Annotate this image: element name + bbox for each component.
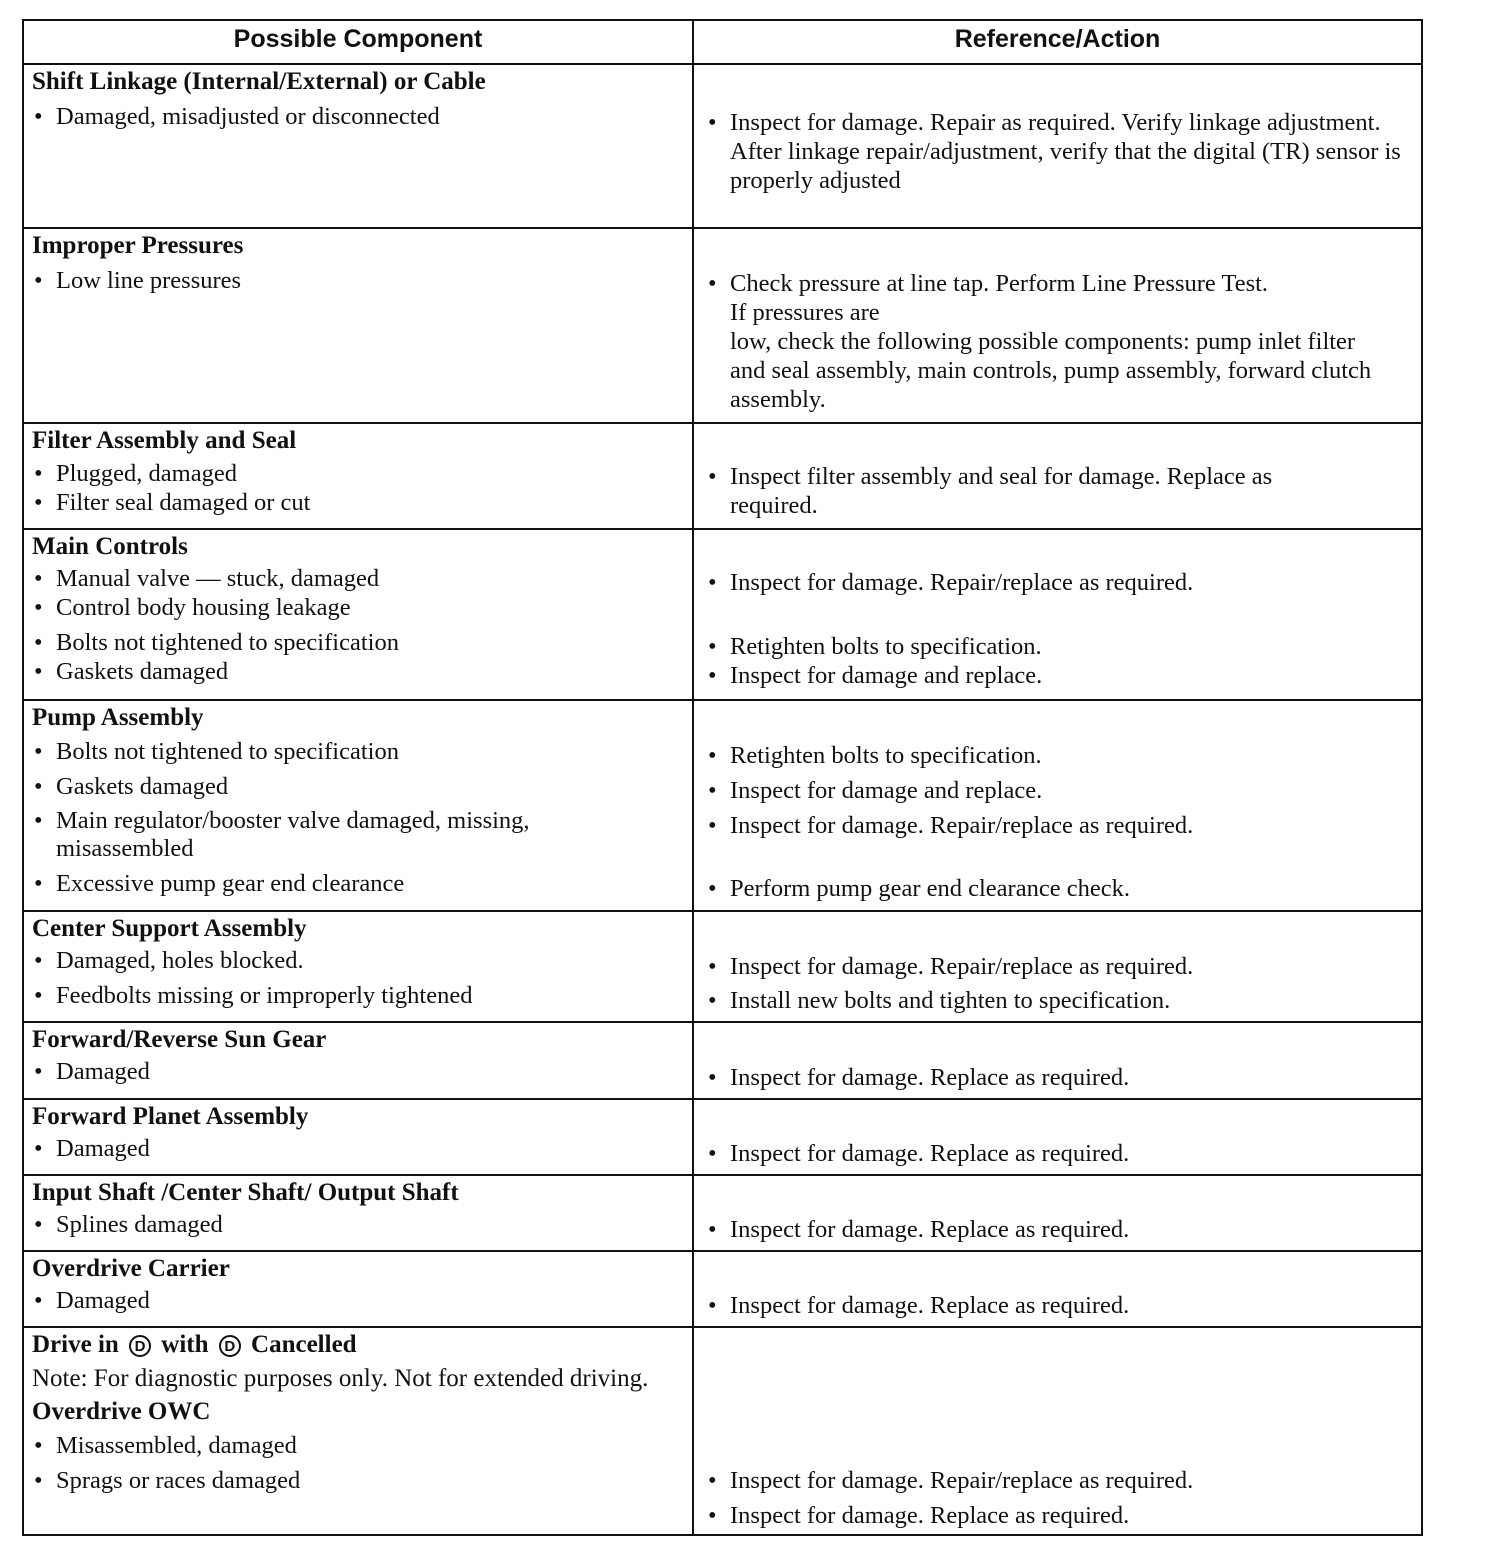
table-row <box>24 910 1421 1021</box>
table-row <box>24 699 1421 910</box>
table-row <box>24 1098 1421 1174</box>
diagnosis-table <box>22 19 1423 1536</box>
cause-item: • Damaged <box>32 1134 692 1163</box>
table-row <box>24 63 1421 227</box>
overdrive-symbol-icon: D <box>129 1335 151 1357</box>
table-row <box>24 227 1421 422</box>
table-row <box>24 1174 1421 1250</box>
action-item: • Check pressure at line tap. Perform Line Pressure Test. If pressures are low, check the following possible components: pump inlet filter and seal assembly, main controls, pump assembly, forward clutch assembly. <box>706 269 1421 414</box>
action-item: • Retighten bolts to specification. <box>706 741 1421 770</box>
action-item: • Install new bolts and tighten to specification. <box>706 986 1421 1015</box>
component-title: Main Controls <box>32 533 188 560</box>
cause-item: • Filter seal damaged or cut <box>32 488 692 517</box>
component-title: Improper Pressures <box>32 232 244 259</box>
cause-item: • Gaskets damaged <box>32 772 692 801</box>
cause-item: • Control body housing leakage <box>32 593 692 622</box>
action-item: • Inspect for damage and replace. <box>706 776 1421 805</box>
component-title: Filter Assembly and Seal <box>32 427 297 454</box>
action-item: • Inspect for damage. Replace as required. <box>706 1063 1421 1092</box>
cause-item: • Excessive pump gear end clearance <box>32 869 692 898</box>
table-row <box>24 1326 1421 1534</box>
cause-item: • Damaged <box>32 1057 692 1086</box>
cause-item: • Damaged, misadjusted or disconnected <box>32 102 692 131</box>
component-title: Overdrive Carrier <box>32 1255 230 1282</box>
action-item: • Inspect for damage. Replace as required. <box>706 1139 1421 1168</box>
cause-item: • Damaged <box>32 1286 692 1315</box>
action-item: • Perform pump gear end clearance check. <box>706 874 1421 903</box>
cause-item: • Gaskets damaged <box>32 657 692 686</box>
action-item: • Inspect for damage. Repair/replace as required. <box>706 1466 1421 1495</box>
cause-item: • Plugged, damaged <box>32 459 692 488</box>
table-row <box>24 528 1421 699</box>
component-title: Pump Assembly <box>32 704 204 731</box>
action-item: • Inspect for damage. Repair/replace as required. <box>706 568 1421 597</box>
cause-item: • Damaged, holes blocked. <box>32 946 692 975</box>
cause-item: • Sprags or races damaged <box>32 1466 692 1495</box>
action-item: • Inspect for damage. Repair/replace as required. <box>706 811 1421 840</box>
table-row <box>24 1250 1421 1326</box>
action-item: • Inspect for damage. Replace as required. <box>706 1215 1421 1244</box>
cause-item: • Low line pressures <box>32 266 692 295</box>
action-item: • Inspect for damage. Repair as required. Verify linkage adjustment. After linkage repair/adjustment, verify that the digital (TR) sensor is properly adjusted <box>706 108 1421 195</box>
component-title: Shift Linkage (Internal/External) or Cable <box>32 68 486 95</box>
cause-item: • Manual valve — stuck, damaged <box>32 564 692 593</box>
cause-item: • Bolts not tightened to specification <box>32 737 692 766</box>
table-row <box>24 422 1421 528</box>
table-row <box>24 1021 1421 1098</box>
component-title: Input Shaft /Center Shaft/ Output Shaft <box>32 1179 459 1206</box>
component-title: Forward Planet Assembly <box>32 1103 309 1130</box>
cause-item: • Feedbolts missing or improperly tightened <box>32 981 692 1010</box>
cause-item: • Main regulator/booster valve damaged, missing, misassembled <box>32 807 692 863</box>
cause-item: • Splines damaged <box>32 1210 692 1239</box>
action-item: • Inspect filter assembly and seal for damage. Replace as required. <box>706 462 1421 520</box>
cause-item: • Misassembled, damaged <box>32 1431 692 1460</box>
action-item: • Inspect for damage. Replace as required. <box>706 1501 1421 1530</box>
action-item: • Inspect for damage. Repair/replace as required. <box>706 952 1421 981</box>
header-reference-action: Reference/Action <box>954 25 1161 53</box>
action-item: • Retighten bolts to specification. <box>706 632 1421 661</box>
component-title: Drive in D with D Cancelled <box>32 1331 357 1358</box>
action-item: • Inspect for damage and replace. <box>706 661 1421 690</box>
cause-item: • Bolts not tightened to specification <box>32 628 692 657</box>
action-item: • Inspect for damage. Replace as required. <box>706 1291 1421 1320</box>
overdrive-symbol-icon: D <box>219 1335 241 1357</box>
header-possible-component: Possible Component <box>24 21 694 63</box>
component-subtitle: Overdrive OWC <box>32 1398 211 1425</box>
component-title: Center Support Assembly <box>32 915 307 942</box>
component-title: Forward/Reverse Sun Gear <box>32 1026 327 1053</box>
diagnostic-note: Note: For diagnostic purposes only. Not for extended driving. <box>32 1365 649 1392</box>
table-header <box>24 21 1421 63</box>
